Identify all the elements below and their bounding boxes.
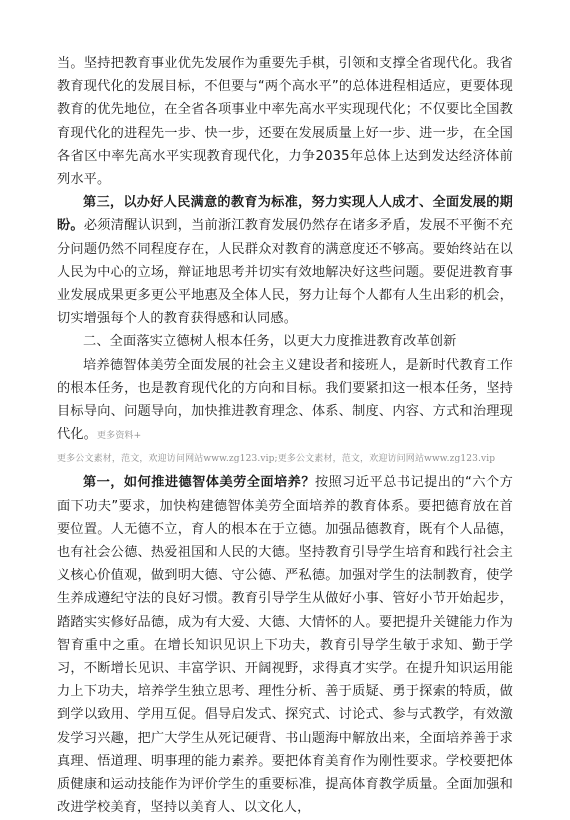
watermark-inline: 更多资料+ [97, 431, 142, 442]
paragraph-2-body: 必须清醒认识到，当前浙江教育发展仍然存在诸多矛盾，发展不平衡不充分问题仍然不同程度存在，人民群众对教育的满意度还不够高。要始终站在以人民为中心的立场，辩证地思考并切实有效地解决好这些问题。要促进教育事业发展成果更多更公平地惠及全体人民，努力让每个人都有人生出彩的机会，切实增强每个人的教育获得感和认同感。 [57, 218, 513, 327]
watermark-line: 更多公文素材，范文，欢迎访问网站www.zg123.vip;更多公文素材，范文，欢迎访问网站www.zg123.vip [57, 454, 496, 465]
paragraph-3-body: 培养德智体美劳全面发展的社会主义建设者和接班人，是新时代教育工作的根本任务，也是教育现代化的方向和目标。我们要紧扣这一根本任务，坚持目标导向、问题导向，加快推进教育理念、体系、制度、内容、方式和治理现代化。 [57, 357, 513, 443]
paragraph-4-lead: 第一，如何推进德智体美劳全面培养？ [83, 475, 315, 491]
paragraph-3 [57, 354, 513, 449]
section-heading-2: 二、全面落实立德树人根本任务，以更大力度推进教育改革创新 [83, 334, 457, 350]
paragraph-4 [57, 471, 513, 819]
document-body [57, 52, 513, 820]
paragraph-2-lead: 第三，以办好人民满意的教育为标准，努力实现人人成才、全面发展的期盼。 [57, 195, 513, 234]
paragraph-4-body: 按照习近平总书记提出的“六个方面下功夫”要求，加快构建德智体美劳全面培养的教育体系。要把德育放在首要位置。人无德不立，育人的根本在于立德。加强品德教育，既有个人品德，也有社会公德、热爱祖国和人民的大德。坚持教育引导学生培育和践行社会主义核心价值观，做到明大德、守公德、严私德。加强对学生的法制教育，使学生养成遵纪守法的良好习惯。教育引导学生从做好小事、管好小节开始起步，踏踏实实修好品德，成为有大爱、大德、大情怀的人。要把提升关键能力作为智育重中之重。在增长知识见识上下功夫，教育引导学生敏于求知、勤于学习，不断增长见识、丰富学识、开阔视野，求得真才实学。在提升知识运用能力上下功夫，培养学生独立思考、理性分析、善于质疑、勇于探索的特质，做到学以致用、学用互促。倡导启发式、探究式、讨论式、参与式教学，有效激发学习兴趣，把广大学生从死记硬背、书山题海中解放出来，全面培养善于求真理、悟道理、明事理的能力素养。要把体育美育作为刚性要求。学校要把体质健康和运动技能作为评价学生的重要标准，提高体育教学质量。全面加强和改进学校美育，坚持以美育人、以文化人， [57, 475, 513, 816]
paragraph-1: 当。坚持把教育事业优先发展作为重要先手棋，引领和支撑全省现代化。我省教育现代化的发展目标，不但要与“两个高水平”的总体进程相适应，更要体现教育的优先地位，在全省各项事业中率先高水平实现现代化；不仅要比全国教育现代化的进程先一步、快一步，还要在发展质量上好一步、进一步，在全国各省区中率先高水平实现教育现代化，力争2035年总体上达到发达经济体前列水平。 [57, 56, 513, 188]
paragraph-2 [57, 191, 513, 330]
